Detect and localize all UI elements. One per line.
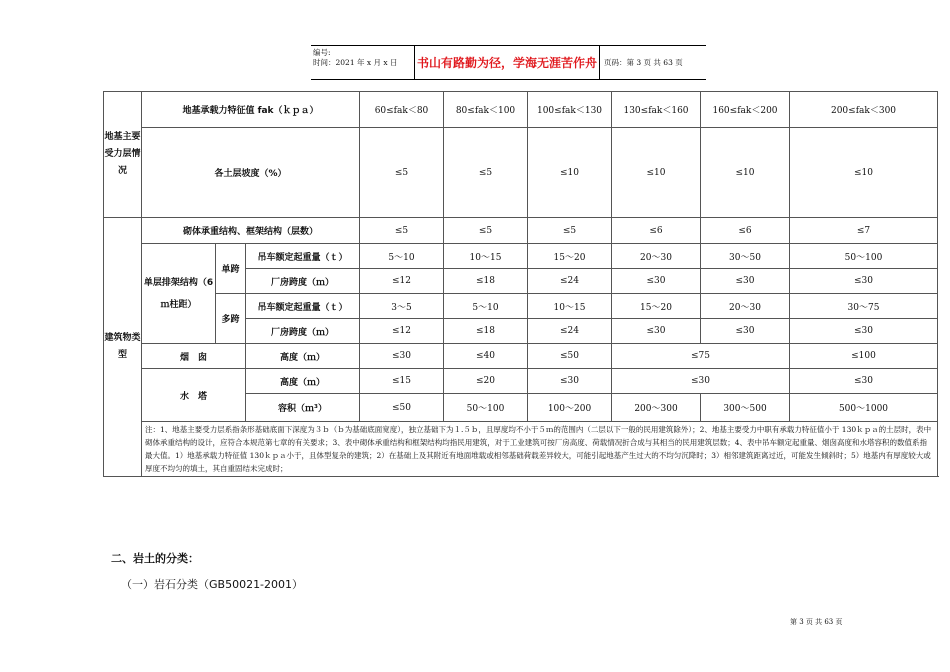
page-header [311, 45, 706, 80]
table-cell: ≤100 [790, 344, 938, 369]
table-cell: ≤24 [528, 319, 612, 344]
range-cell: 130≤fak＜160 [612, 92, 701, 128]
row-group-building: 建筑物类型 [104, 218, 142, 477]
table-cell: ≤15 [360, 369, 444, 394]
table-cell: ≤30 [790, 369, 938, 394]
table-cell: 3～5 [360, 294, 444, 319]
table-cell: ≤30 [612, 319, 701, 344]
range-cell: 80≤fak＜100 [444, 92, 528, 128]
table-cell: ≤30 [701, 269, 790, 294]
range-cell: 160≤fak＜200 [701, 92, 790, 128]
bearing-label: 地基承载力特征值 fak（ｋｐａ） [142, 92, 360, 128]
table-cell: ≤6 [612, 218, 701, 244]
table-cell: ≤30 [360, 344, 444, 369]
table-cell: ≤12 [360, 269, 444, 294]
table-cell: ≤5 [360, 128, 444, 218]
table-cell: ≤50 [528, 344, 612, 369]
masonry-label: 砌体承重结构、框架结构（层数） [142, 218, 360, 244]
table-cell: 5～10 [444, 294, 528, 319]
table-cell: ≤24 [528, 269, 612, 294]
foundation-table [103, 91, 938, 477]
table-cell: 15～20 [528, 244, 612, 269]
single-frame-label: 单层排架结构（6ｍ柱距） [142, 244, 216, 344]
header-time: 时间：2021 年 x 月 x 日 [313, 58, 398, 67]
crane-label: 吊车额定起重量（ｔ） [246, 294, 360, 319]
table-cell: ≤6 [701, 218, 790, 244]
height-label: 高度（ｍ） [246, 344, 360, 369]
table-cell: ≤10 [701, 128, 790, 218]
single-span-label: 单跨 [216, 244, 246, 294]
table-cell: ≤30 [612, 369, 790, 394]
table-cell: 10～15 [528, 294, 612, 319]
table-cell: 200～300 [612, 394, 701, 422]
table-cell: 5～10 [360, 244, 444, 269]
range-cell: 100≤fak＜130 [528, 92, 612, 128]
table-cell: ≤40 [444, 344, 528, 369]
table-row [104, 294, 938, 319]
volume-label: 容积（ｍ³） [246, 394, 360, 422]
table-cell: 30～50 [701, 244, 790, 269]
page-footer: 第 3 页 共 63 页 [790, 618, 843, 626]
table-cell: ≤20 [444, 369, 528, 394]
row-group-foundation: 地基主要受力层情况 [104, 92, 142, 218]
range-cell: 60≤fak＜80 [360, 92, 444, 128]
table-cell: ≤5 [444, 218, 528, 244]
table-cell: ≤5 [528, 218, 612, 244]
table-row [104, 128, 938, 218]
table-cell: 20～30 [612, 244, 701, 269]
chimney-label: 烟 囱 [142, 344, 246, 369]
slope-label: 各土层坡度（%） [142, 128, 360, 218]
section-subheading: （一）岩石分类（GB50021-2001） [121, 578, 304, 591]
header-page: 页码：第 3 页 共 63 页 [604, 58, 683, 67]
table-cell: ≤10 [612, 128, 701, 218]
table-cell: ≤7 [790, 218, 938, 244]
table-row [104, 218, 938, 244]
table-row [104, 244, 938, 269]
table-cell: ≤10 [528, 128, 612, 218]
table-cell: 10～15 [444, 244, 528, 269]
table-cell: ≤18 [444, 319, 528, 344]
table-row [104, 369, 938, 394]
table-cell: 50～100 [790, 244, 938, 269]
table-cell: ≤30 [612, 269, 701, 294]
table-note: 注：1、地基主要受力层系指条形基础底面下深度为３ｂ（ｂ为基础底面宽度），独立基础下为１.５ｂ，且厚度均不小于５ｍ的范围内（二层以下一般的民用建筑除外）；2、地基主要受力中职有承载力特征值小于 130ｋｐａ的土层时，表中砌体承重结构的设计，应符合本规范第七章的有关要求；3、表中砌体承重结构和框架结构均指民用建筑，对于工业建筑可按厂房高度、荷载情况折合成与其相当的民用建筑层数；4、表中吊车额定起重量、烟囱高度和水塔容积的数值系指最大值。1）地基承载力特征值 130ｋｐａ小于，且体型复杂的建筑；2）在基础上及其附近有地面堆载或相邻基础荷载差异较大，可能引起地基产生过大的不均匀沉降时；3）相邻建筑距离过近，可能发生倾斜时；5）地基内有厚度较大或厚度不均匀的填土，其自重固结未完成时； [142, 422, 938, 477]
header-number: 编号: [313, 48, 331, 57]
table-cell: 30～75 [790, 294, 938, 319]
table-row [104, 92, 938, 128]
water-tower-label: 水 塔 [142, 369, 246, 422]
table-cell: 15～20 [612, 294, 701, 319]
table-cell: ≤30 [790, 319, 938, 344]
table-cell: ≤12 [360, 319, 444, 344]
table-cell: ≤30 [701, 319, 790, 344]
table-cell: 300～500 [701, 394, 790, 422]
plant-span-label: 厂房跨度（ｍ） [246, 269, 360, 294]
height-label: 高度（ｍ） [246, 369, 360, 394]
range-cell: 200≤fak＜300 [790, 92, 938, 128]
table-cell: ≤10 [790, 128, 938, 218]
table-cell: ≤18 [444, 269, 528, 294]
table-cell: 500～1000 [790, 394, 938, 422]
table-cell: 20～30 [701, 294, 790, 319]
table-cell: ≤5 [360, 218, 444, 244]
table-cell: ≤30 [528, 369, 612, 394]
table-cell: 100～200 [528, 394, 612, 422]
table-cell: ≤5 [444, 128, 528, 218]
header-slogan: 书山有路勤为径，学海无涯苦作舟 [415, 46, 600, 79]
table-cell: ≤30 [790, 269, 938, 294]
multi-span-label: 多跨 [216, 294, 246, 344]
table-cell: 50～100 [444, 394, 528, 422]
table-cell: ≤50 [360, 394, 444, 422]
header-meta [311, 46, 415, 79]
table-row [104, 422, 938, 477]
crane-label: 吊车额定起重量（ｔ） [246, 244, 360, 269]
table-cell: ≤75 [612, 344, 790, 369]
section-heading: 二、岩土的分类： [111, 552, 199, 565]
plant-span-label: 厂房跨度（ｍ） [246, 319, 360, 344]
table-row [104, 344, 938, 369]
